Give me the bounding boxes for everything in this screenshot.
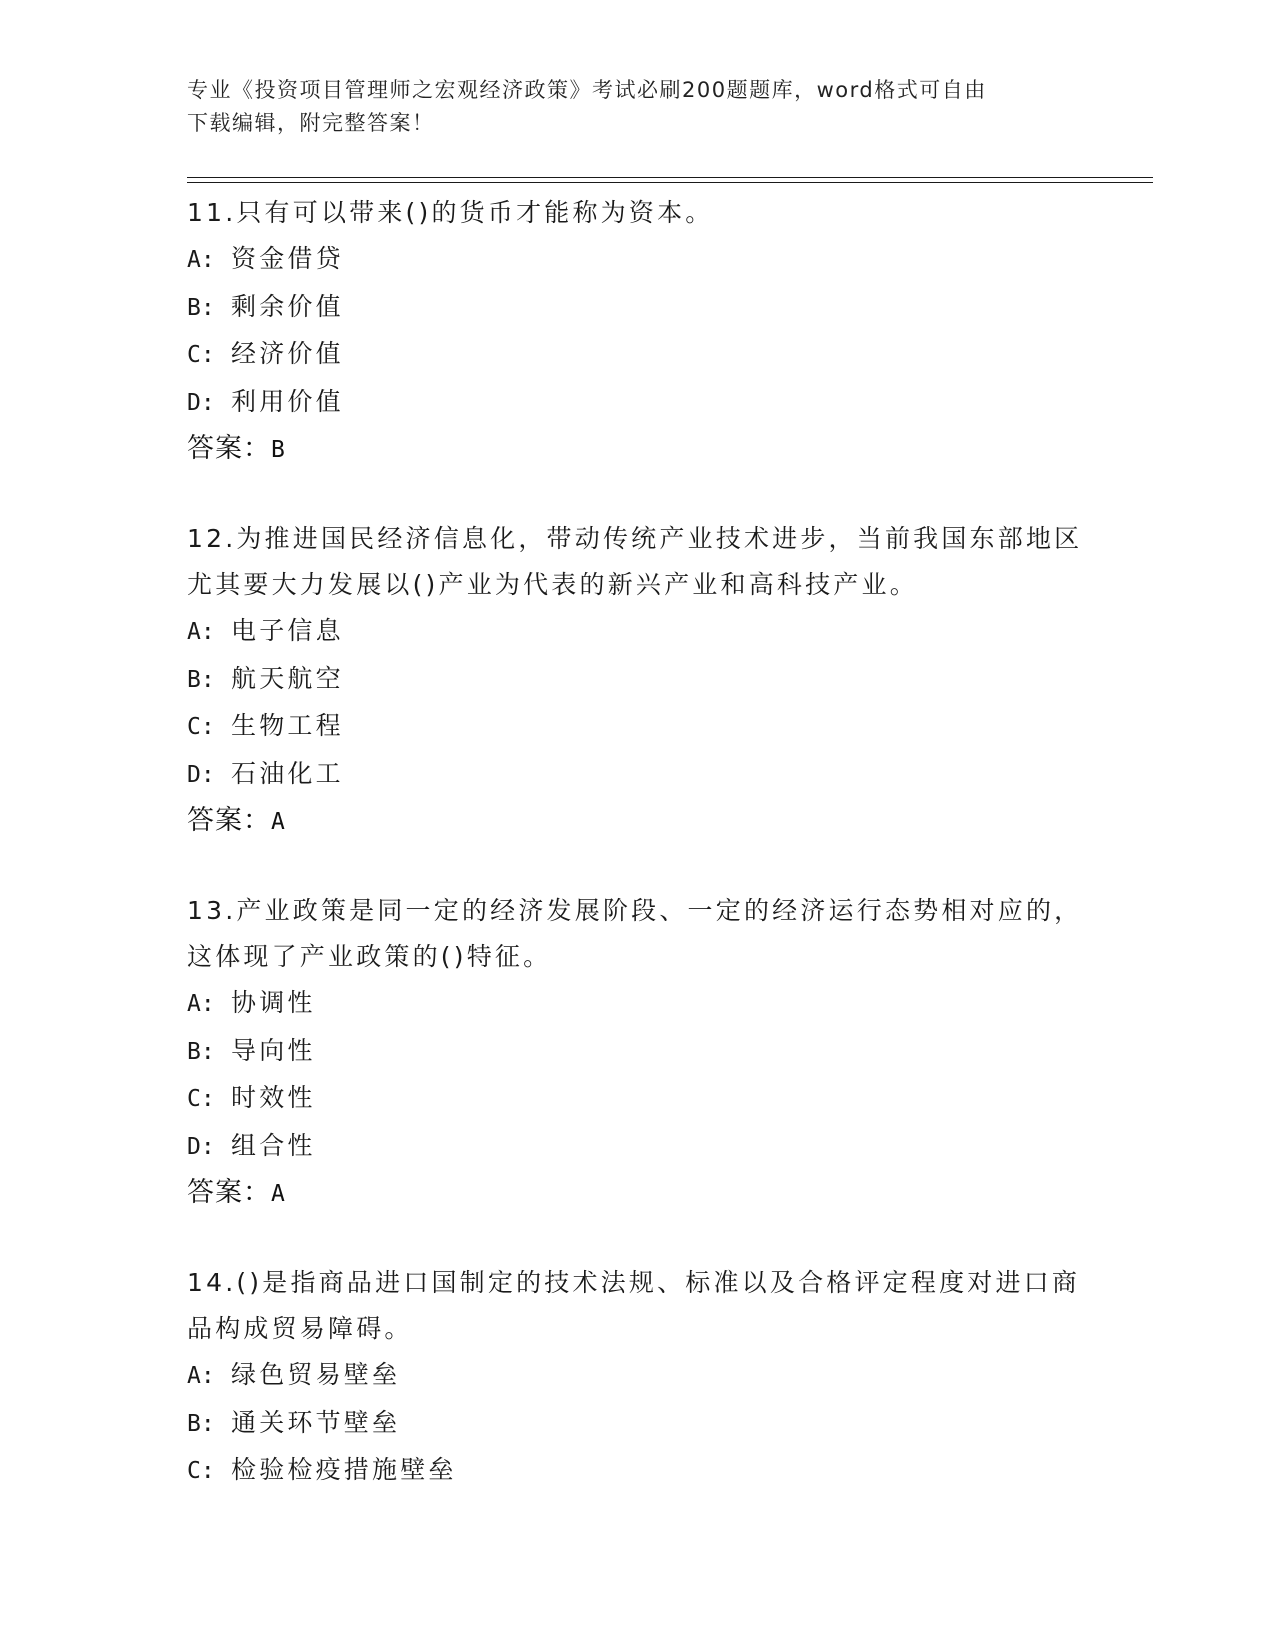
option-text: 经济价值 xyxy=(231,339,344,368)
option-letter: D: xyxy=(187,389,215,416)
question-12 xyxy=(187,516,1087,845)
option-d xyxy=(187,751,1087,799)
option-text: 石油化工 xyxy=(231,758,344,788)
option-text: 利用价值 xyxy=(231,386,344,416)
option-text: 航天航空 xyxy=(231,663,344,693)
option-d xyxy=(187,1123,1087,1171)
answer-label: 答案： xyxy=(187,433,271,464)
question-stem: 13.产业政策是同一定的经济发展阶段、一定的经济运行态势相对应的，这体现了产业政策的()特征。 xyxy=(187,896,1083,971)
option-letter: A: xyxy=(187,991,215,1017)
option-a xyxy=(187,608,1087,656)
option-c xyxy=(187,1447,1087,1495)
option-b xyxy=(187,284,1087,332)
option-c xyxy=(187,703,1087,751)
answer-value: B xyxy=(271,437,286,463)
answer-line xyxy=(187,798,1087,845)
document-header xyxy=(187,74,1067,140)
option-text: 组合性 xyxy=(231,1130,316,1160)
option-letter: C: xyxy=(187,342,215,368)
question-11 xyxy=(187,190,1087,473)
option-letter: B: xyxy=(187,1038,215,1065)
header-divider-top xyxy=(187,177,1153,178)
question-13 xyxy=(187,888,1087,1217)
answer-value: A xyxy=(271,1181,286,1207)
header-line-2: 下载编辑，附完整答案！ xyxy=(187,111,435,135)
answer-label: 答案： xyxy=(187,1177,271,1208)
answer-line xyxy=(187,426,1087,473)
option-letter: B: xyxy=(187,294,215,321)
question-14 xyxy=(187,1260,1087,1495)
option-b xyxy=(187,1028,1087,1076)
header-line-1: 专业《投资项目管理师之宏观经济政策》考试必刷200题题库，word格式可自由 xyxy=(187,78,987,102)
option-text: 电子信息 xyxy=(231,616,344,645)
option-letter: A: xyxy=(187,619,215,645)
option-text: 检验检疫措施壁垒 xyxy=(231,1455,457,1484)
option-letter: C: xyxy=(187,714,215,740)
question-stem: 14.()是指商品进口国制定的技术法规、标准以及合格评定程度对进口商品构成贸易障碍。 xyxy=(187,1268,1081,1343)
option-text: 时效性 xyxy=(231,1083,316,1112)
option-text: 绿色贸易壁垒 xyxy=(231,1360,401,1389)
option-letter: B: xyxy=(187,666,215,693)
option-letter: A: xyxy=(187,247,215,273)
option-d xyxy=(187,379,1087,427)
question-stem: 12.为推进国民经济信息化，带动传统产业技术进步，当前我国东部地区尤其要大力发展以()产业为代表的新兴产业和高科技产业。 xyxy=(187,524,1083,599)
answer-value: A xyxy=(271,809,286,835)
answer-label: 答案： xyxy=(187,805,271,836)
option-text: 资金借贷 xyxy=(231,244,344,273)
option-letter: C: xyxy=(187,1458,215,1484)
option-a xyxy=(187,980,1087,1028)
option-letter: C: xyxy=(187,1086,215,1112)
question-list xyxy=(187,190,1087,1538)
option-text: 生物工程 xyxy=(231,711,344,740)
option-text: 协调性 xyxy=(231,988,316,1017)
option-b xyxy=(187,656,1087,704)
option-letter: B: xyxy=(187,1410,215,1437)
option-b xyxy=(187,1400,1087,1448)
option-letter: A: xyxy=(187,1363,215,1389)
option-c xyxy=(187,331,1087,379)
option-text: 通关环节壁垒 xyxy=(231,1407,401,1437)
answer-line xyxy=(187,1170,1087,1217)
option-text: 剩余价值 xyxy=(231,291,344,321)
option-a xyxy=(187,236,1087,284)
option-text: 导向性 xyxy=(231,1035,316,1065)
option-letter: D: xyxy=(187,761,215,788)
option-a xyxy=(187,1352,1087,1400)
question-stem: 11.只有可以带来()的货币才能称为资本。 xyxy=(187,198,714,227)
option-letter: D: xyxy=(187,1133,215,1160)
option-c xyxy=(187,1075,1087,1123)
header-divider-bottom xyxy=(187,182,1153,183)
